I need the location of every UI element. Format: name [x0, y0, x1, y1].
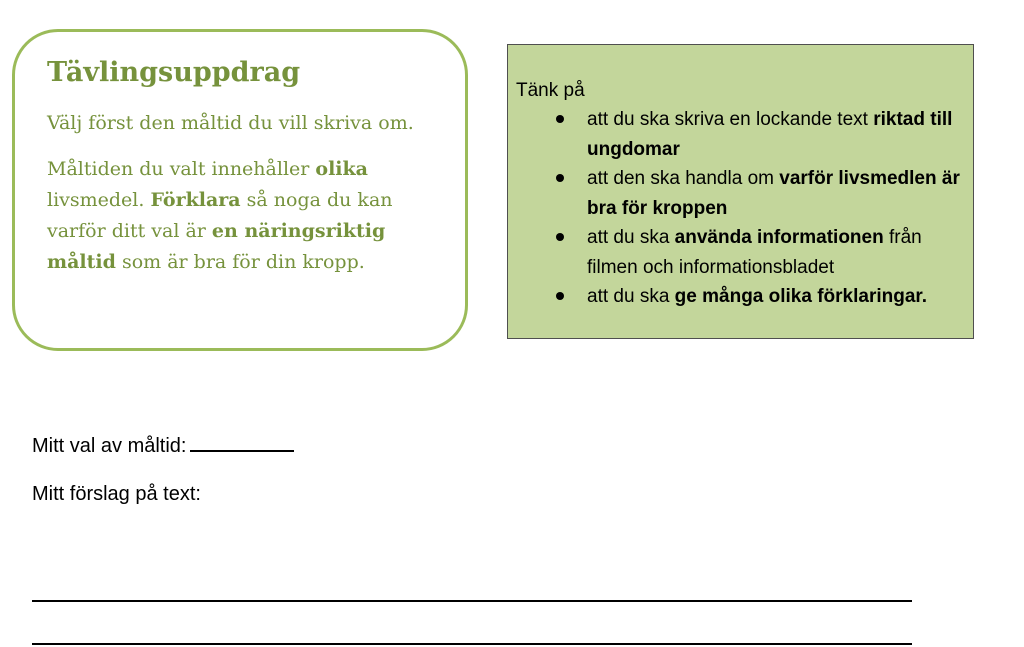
task-card	[12, 29, 468, 351]
tip-text: att du ska	[587, 227, 675, 248]
tip-text: från filmen och informationsbladet	[587, 227, 922, 278]
bullet-icon	[556, 233, 564, 241]
task-emphasis: olika	[315, 157, 368, 180]
answer-line-1[interactable]	[32, 600, 912, 602]
meal-choice-label: Mitt val av måltid:	[32, 435, 187, 457]
bullet-icon	[556, 174, 564, 182]
tip-emphasis: använda informationen	[674, 227, 884, 248]
task-text: livsmedel.	[47, 188, 151, 211]
tip-text: att du ska skriva en lockande text	[587, 109, 874, 130]
task-title: Tävlingsuppdrag	[47, 57, 301, 88]
task-emphasis: Förklara	[150, 188, 241, 211]
tip-emphasis: riktad till ungdomar	[587, 109, 953, 160]
proposal-label: Mitt förslag på text:	[32, 483, 201, 505]
meal-choice-row	[32, 430, 294, 458]
tips-list	[516, 105, 965, 312]
tip-text: att den ska handla om	[587, 168, 780, 189]
tip-item	[516, 164, 965, 223]
task-text: Måltiden du valt innehåller	[47, 157, 316, 180]
tip-item	[516, 223, 965, 282]
tip-emphasis: varför livsmedlen är bra för kroppen	[587, 168, 960, 219]
task-emphasis: en näringsriktig måltid	[47, 219, 386, 273]
tip-emphasis: ge många olika förklaringar.	[674, 286, 928, 307]
meal-choice-blank[interactable]	[190, 430, 294, 452]
task-text: så noga du kan varför ditt val är	[47, 188, 393, 242]
tip-text: att du ska	[587, 286, 675, 307]
tips-box	[507, 44, 974, 339]
task-instruction-2	[47, 154, 435, 278]
tip-item	[516, 282, 965, 312]
bullet-icon	[556, 292, 564, 300]
answer-line-2[interactable]	[32, 643, 912, 645]
task-text: som är bra för din kropp.	[115, 250, 365, 273]
task-instruction-1: Välj först den måltid du vill skriva om.	[47, 111, 414, 134]
bullet-icon	[556, 115, 564, 123]
tips-heading: Tänk på	[516, 80, 585, 101]
tip-item	[516, 105, 965, 164]
